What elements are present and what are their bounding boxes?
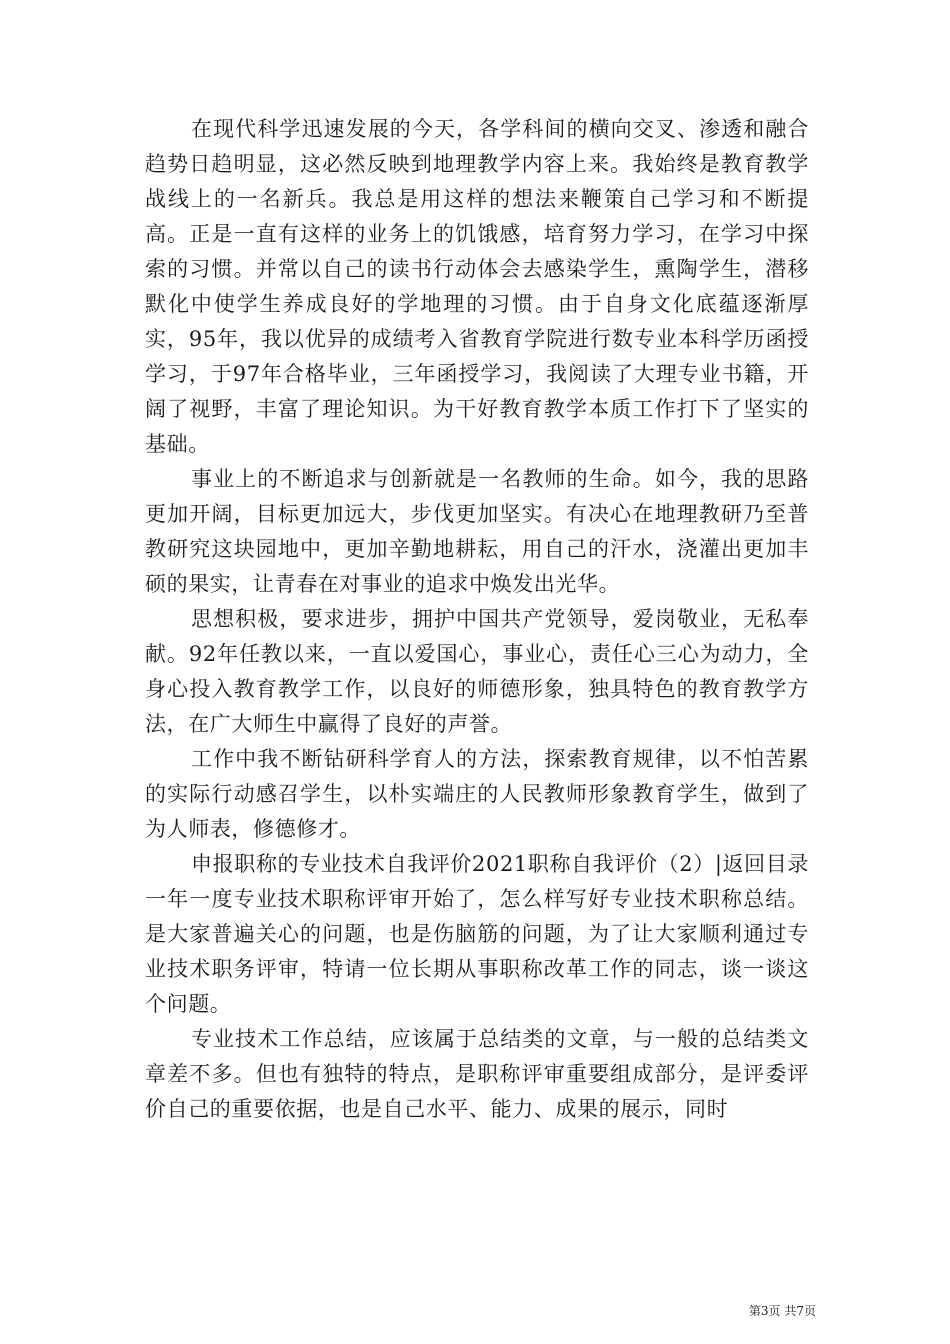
document-body [145,112,809,1127]
paragraph-5: 申报职称的专业技术自我评价2021职称自我评价（2）|返回目录一年一度专业技术职称评审开始了，怎么样写好专业技术职称总结。是大家普遍关心的问题，也是伤脑筋的问题，为了让大家顺利通过专业技术职务评审，特请一位长期从事职称改革工作的同志，谈一谈这个问题。 [145,852,809,1016]
paragraph-4: 工作中我不断钻研科学育人的方法，探索教育规律，以不怕苦累的实际行动感召学生，以朴实端庄的人民教师形象教育学生，做到了为人师表，修德修才。 [145,747,809,841]
paragraph-2: 事业上的不断追求与创新就是一名教师的生命。如今，我的思路更加开阔，目标更加远大，步伐更加坚实。有决心在地理教研乃至普教研究这块园地中，更加辛勤地耕耘，用自己的汗水，浇灌出更加丰硕的果实，让青春在对事业的追求中焕发出光华。 [145,467,809,596]
paragraph-6: 专业技术工作总结，应该属于总结类的文章，与一般的总结类文章差不多。但也有独特的特点，是职称评审重要组成部分，是评委评价自己的重要依据，也是自己水平、能力、成果的展示，同时 [145,1027,809,1121]
page-number-footer: 第3页 共7页 [748,1304,816,1318]
paragraph-3: 思想积极，要求进步，拥护中国共产党领导，爱岗敬业，无私奉献。92年任教以来，一直以爱国心，事业心，责任心三心为动力，全身心投入教育教学工作，以良好的师德形象，独具特色的教育教学方法，在广大师生中赢得了良好的声誉。 [145,607,809,736]
paragraph-1: 在现代科学迅速发展的今天，各学科间的横向交叉、渗透和融合趋势日趋明显，这必然反映到地理教学内容上来。我始终是教育教学战线上的一名新兵。我总是用这样的想法来鞭策自己学习和不断提高。正是一直有这样的业务上的饥饿感，培育努力学习，在学习中探索的习惯。并常以自己的读书行动体会去感染学生，熏陶学生，潜移默化中使学生养成良好的学地理的习惯。由于自身文化底蕴逐渐厚实，95年，我以优异的成绩考入省教育学院进行数专业本科学历函授学习，于97年合格毕业，三年函授学习，我阅读了大理专业书籍，开阔了视野，丰富了理论知识。为干好教育教学本质工作打下了坚实的基础。 [145,117,809,456]
